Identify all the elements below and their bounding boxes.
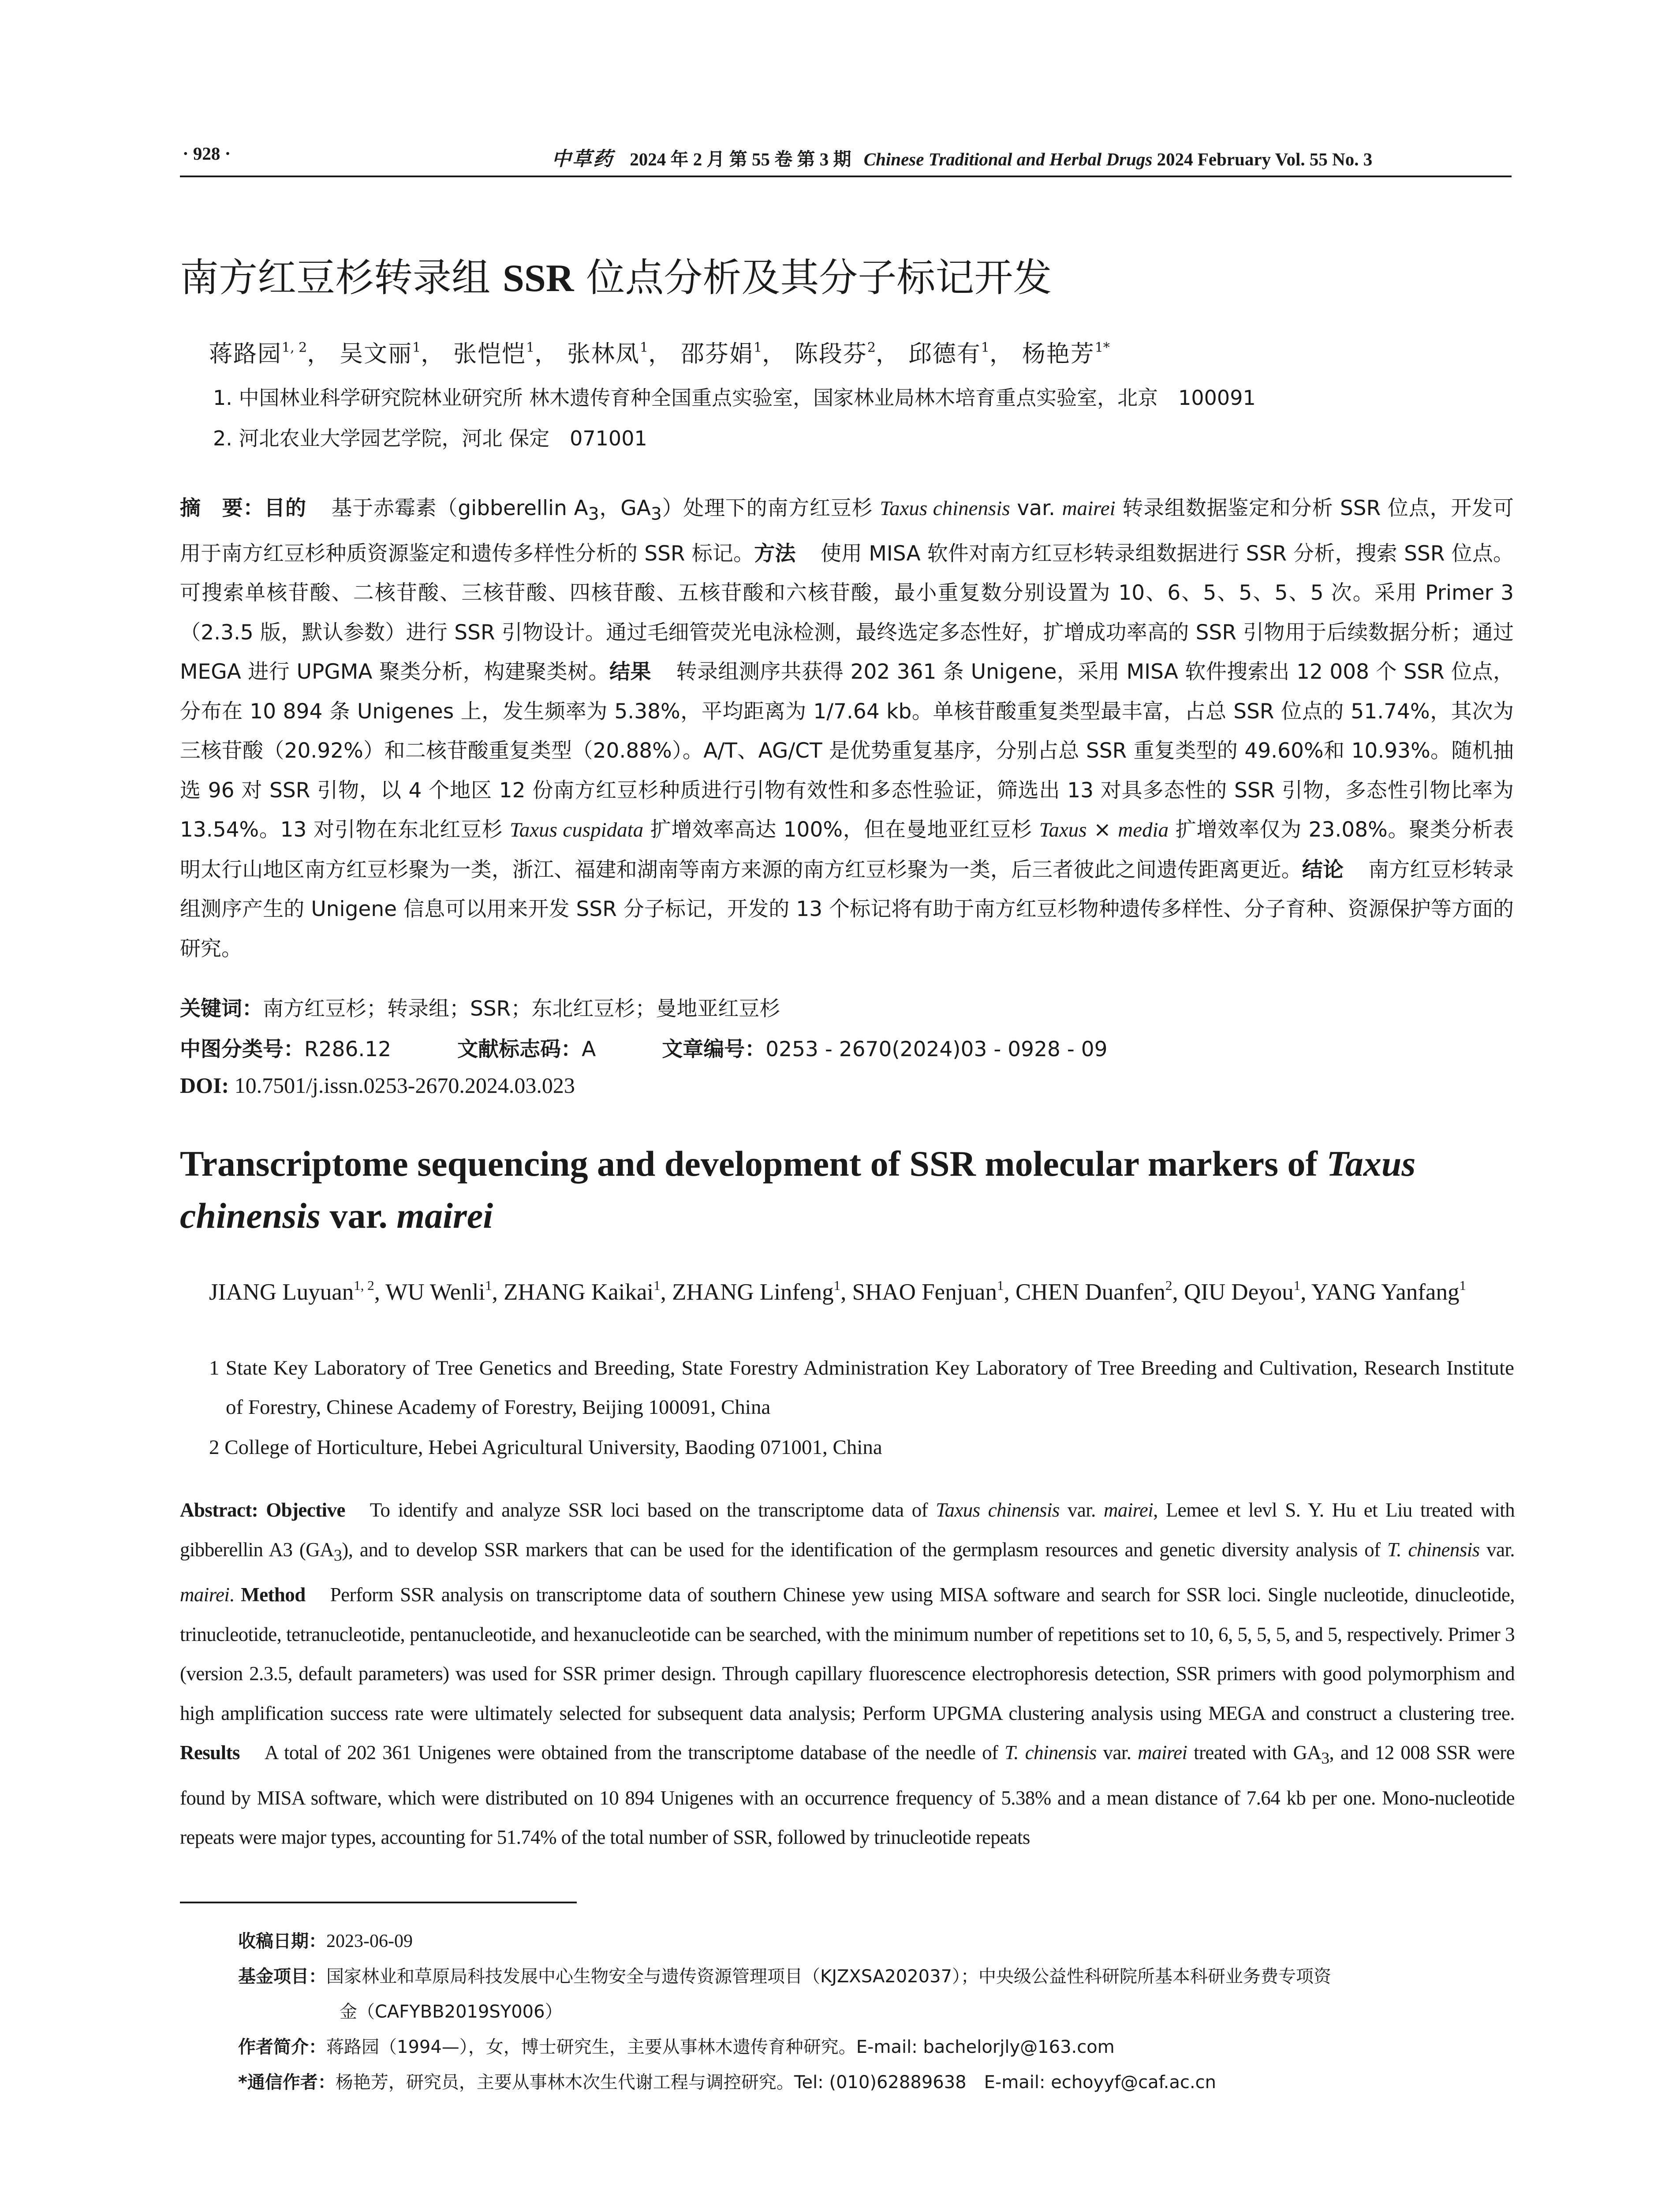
cn-affiliation-1: 1. 中国林业科学研究院林业研究所 林木遗传育种全国重点实验室，国家林业局林木培育重点实验室，北京 100091	[213, 386, 1256, 410]
cn-author: 吴文丽$^1$	[340, 340, 421, 367]
clc-value: R286.12	[304, 1037, 392, 1061]
journal-info	[552, 143, 1372, 171]
cn-author: 张恺恺$^1$	[453, 340, 535, 367]
cn-author-list: 蒋路园$^{1, 2}$， 吴文丽$^1$， 张恺恺$^1$， 张林凤$^1$， 邵芬娟$^1$， 陈段芬$^2$， 邱德有$^1$， 杨艳芳$^{1*}$	[209, 340, 1110, 367]
cn-objective-label: 目的	[264, 496, 306, 520]
cn-title-part: 位点分析及其分子标记开发	[574, 255, 1052, 300]
footnote-divider	[180, 1902, 577, 1903]
en-author-list: JIANG Luyuan$^{1, 2}$, WU Wenli$^1$, ZHANG Kaikai$^1$, ZHANG Linfeng$^1$, SHAO Fenjuan$^1$, CHEN Duanfen$^2$, QIU Deyou$^1$, YANG Yanfang$^1$	[209, 1278, 1466, 1305]
en-title: Transcriptome sequencing and development of SSR molecular markers of Taxus chinensis var. mairei	[180, 1144, 1416, 1236]
cn-keywords	[180, 992, 780, 1022]
footnote-author: 作者简介：蒋路园（1994—），女，博士研究生，主要从事林木遗传育种研究。E-mail: bachelorjly@163.com	[238, 2037, 1115, 2057]
doi-line	[180, 1073, 575, 1098]
en-author: YANG Yanfang$^1$	[1311, 1278, 1466, 1305]
en-author: JIANG Luyuan$^{1, 2}$	[209, 1278, 374, 1305]
doi-label: DOI:	[180, 1073, 229, 1098]
doc-code-value: A	[582, 1037, 596, 1061]
cn-method-label: 方法	[754, 541, 796, 566]
footnote-corresponding: *通信作者：杨艳芳，研究员，主要从事林木次生代谢工程与调控研究。Tel: (010)62889638 E-mail: echoyyf@caf.ac.cn	[238, 2072, 1217, 2093]
keywords-value: 南方红豆杉；转录组；SSR；东北红豆杉；曼地亚红豆杉	[263, 997, 780, 1021]
en-author: WU Wenli$^1$	[385, 1278, 492, 1305]
footnote-fund: 基金项目：国家林业和草原局科技发展中心生物安全与遗传资源管理项目（KJZXSA202037）；中央级公益性科研院所基本科研业务费专项资	[238, 1966, 1332, 1987]
footnote-received: 收稿日期：2023-06-09	[238, 1931, 413, 1951]
doc-code-label: 文献标志码：	[457, 1037, 582, 1061]
page-number: · 928 ·	[183, 143, 231, 164]
cn-affiliation-2: 2. 河北农业大学园艺学院，河北 保定 071001	[213, 426, 647, 450]
en-author: ZHANG Kaikai$^1$	[504, 1278, 661, 1305]
en-author: ZHANG Linfeng$^1$	[672, 1278, 841, 1305]
journal-cn-issue: 2024 年 2 月 第 55 卷 第 3 期	[630, 149, 851, 169]
article-no-value: 0253 - 2670(2024)03 - 0928 - 09	[765, 1037, 1108, 1061]
en-affiliation-1: 1 State Key Laboratory of Tree Genetics and Breeding, State Forestry Administration Key Laboratory of Tree Breeding and Cultivation, Research Institute of Forestry, Chinese Academy of Forestry, Beijing 100091, China	[209, 1357, 1514, 1419]
cn-author: 张林凤$^1$	[567, 340, 649, 367]
cn-title-part: SSR	[502, 257, 574, 300]
doi-link[interactable]: 10.7501/j.issn.0253-2670.2024.03.023	[229, 1073, 575, 1098]
cn-author: 蒋路园$^{1, 2}$	[209, 340, 307, 367]
cn-abstract: 摘 要：目的 基于赤霉素（gibberellin $A_3$，$GA_3$）处理下的南方红豆杉 Taxus chinensis var. mairei 转录组数据鉴定和分析 SSR 位点，开发可用于南方红豆杉种质资源鉴定和遗传多样性分析的 SSR 标记。方法 使用 MISA 软件对南方红豆杉转录组数据进行 SSR 分析，搜索 SSR 位点。可搜索单核苷酸、二核苷酸、三核苷酸、四核苷酸、五核苷酸和六核苷酸，最小重复数分别设置为 10、6、5、5、5、5 次。采用 Primer 3（2.3.5 版，默认参数）进行 SSR 引物设计。通过毛细管荧光电泳检测，最终选定多态性好，扩增成功率高的 SSR 引物用于后续数据分析；通过 MEGA 进行 UPGMA 聚类分析，构建聚类树。结果 转录组测序共获得 202 361 条 Unigene，采用 MISA 软件搜索出 12 008 个 SSR 位点，分布在 10 894 条 Unigenes 上，发生频率为 5.38%，平均距离为 1/7.64 kb。单核苷酸重复类型最丰富，占总 SSR 位点的 51.74%，其次为三核苷酸（20.92%）和二核苷酸重复类型（20.88%）。A/T、AG/CT 是优势重复基序，分别占总 SSR 重复类型的 49.60%和 10.93%。随机抽选 96 对 SSR 引物，以 4 个地区 12 份南方红豆杉种质进行引物有效性和多态性验证，筛选出 13 对具多态性的 SSR 引物，多态性引物比率为 13.54%。13 对引物在东北红豆杉 Taxus cuspidata 扩增效率高达 100%，但在曼地亚红豆杉 Taxus × media 扩增效率仅为 23.08%。聚类分析表明太行山地区南方红豆杉聚为一类，浙江、福建和湖南等南方来源的南方红豆杉聚为一类，后三者彼此之间遗传距离更近。结论 南方红豆杉转录组测序产生的 Unigene 信息可以用来开发 SSR 分子标记，开发的 13 个标记将有助于南方红豆杉物种遗传多样性、分子育种、资源保护等方面的研究。	[180, 496, 1514, 961]
en-affiliation-2: 2 College of Horticulture, Hebei Agricultural University, Baoding 071001, China	[209, 1436, 882, 1459]
journal-en-name: Chinese Traditional and Herbal Drugs	[863, 149, 1153, 169]
cn-author: 邱德有$^1$	[908, 340, 989, 367]
en-author: QIU Deyou$^1$	[1183, 1278, 1301, 1305]
article-no-label: 文章编号：	[662, 1037, 766, 1061]
cn-abstract-label: 摘 要：	[180, 496, 265, 520]
en-results-label: Results	[180, 1742, 240, 1764]
en-abstract-label: Abstract: Objective	[180, 1499, 345, 1521]
clc-label: 中图分类号：	[180, 1037, 304, 1061]
cn-classification	[180, 1033, 1108, 1062]
cn-author: 陈段芬$^2$	[794, 340, 876, 367]
en-author: CHEN Duanfen$^2$	[1015, 1278, 1172, 1305]
footnote-fund-cont: 金（CAFYBB2019SY006）	[340, 2002, 563, 2022]
cn-title	[180, 247, 1052, 303]
keywords-label: 关键词：	[180, 997, 263, 1021]
journal-en-issue: 2024 February Vol. 55 No. 3	[1157, 149, 1373, 169]
cn-author: 邵芬娟$^1$	[680, 340, 762, 367]
cn-conclusion-label: 结论	[1302, 857, 1344, 882]
journal-cn-name: 中草药	[552, 148, 614, 170]
cn-author: 杨艳芳$^{1*}$	[1022, 340, 1110, 367]
cn-results-label: 结果	[609, 660, 651, 684]
en-abstract: Abstract: Objective To identify and analyze SSR loci based on the transcriptome data of Taxus chinensis var. mairei, Lemee et levl S. Y. Hu et Liu treated with gibberellin A3 $(GA_3)$, and to develop SSR markers that can be used for the identification of the germplasm resources and genetic diversity analysis of T. chinensis var. mairei. Method Perform SSR analysis on transcriptome data of southern Chinese yew using MISA software and search for SSR loci. Single nucleotide, dinucleotide, trinucleotide, tetranucleotide, pentanucleotide, and hexanucleotide can be searched, with the minimum number of repetitions set to 10, 6, 5, 5, 5, and 5, respectively. Primer 3 (version 2.3.5, default parameters) was used for SSR primer design. Through capillary fluorescence electrophoresis detection, SSR primers with good polymorphism and high amplification success rate were ultimately selected for subsequent data analysis; Perform UPGMA clustering analysis using MEGA and construct a clustering tree. Results A total of 202 361 Unigenes were obtained from the transcriptome database of the needle of T. chinensis var. mairei treated with $GA_3$, and 12 008 SSR were found by MISA software, which were distributed on 10 894 Unigenes with an occurrence frequency of 5.38% and a mean distance of 7.64 kb per one. Mono-nucleotide repeats were major types, accounting for 51.74% of the total number of SSR, followed by trinucleotide repeats	[180, 1499, 1515, 1848]
running-header	[180, 140, 1512, 177]
en-method-label: Method	[241, 1584, 306, 1606]
en-author: SHAO Fenjuan$^1$	[852, 1278, 1004, 1305]
cn-title-part: 南方红豆杉转录组	[180, 255, 503, 300]
